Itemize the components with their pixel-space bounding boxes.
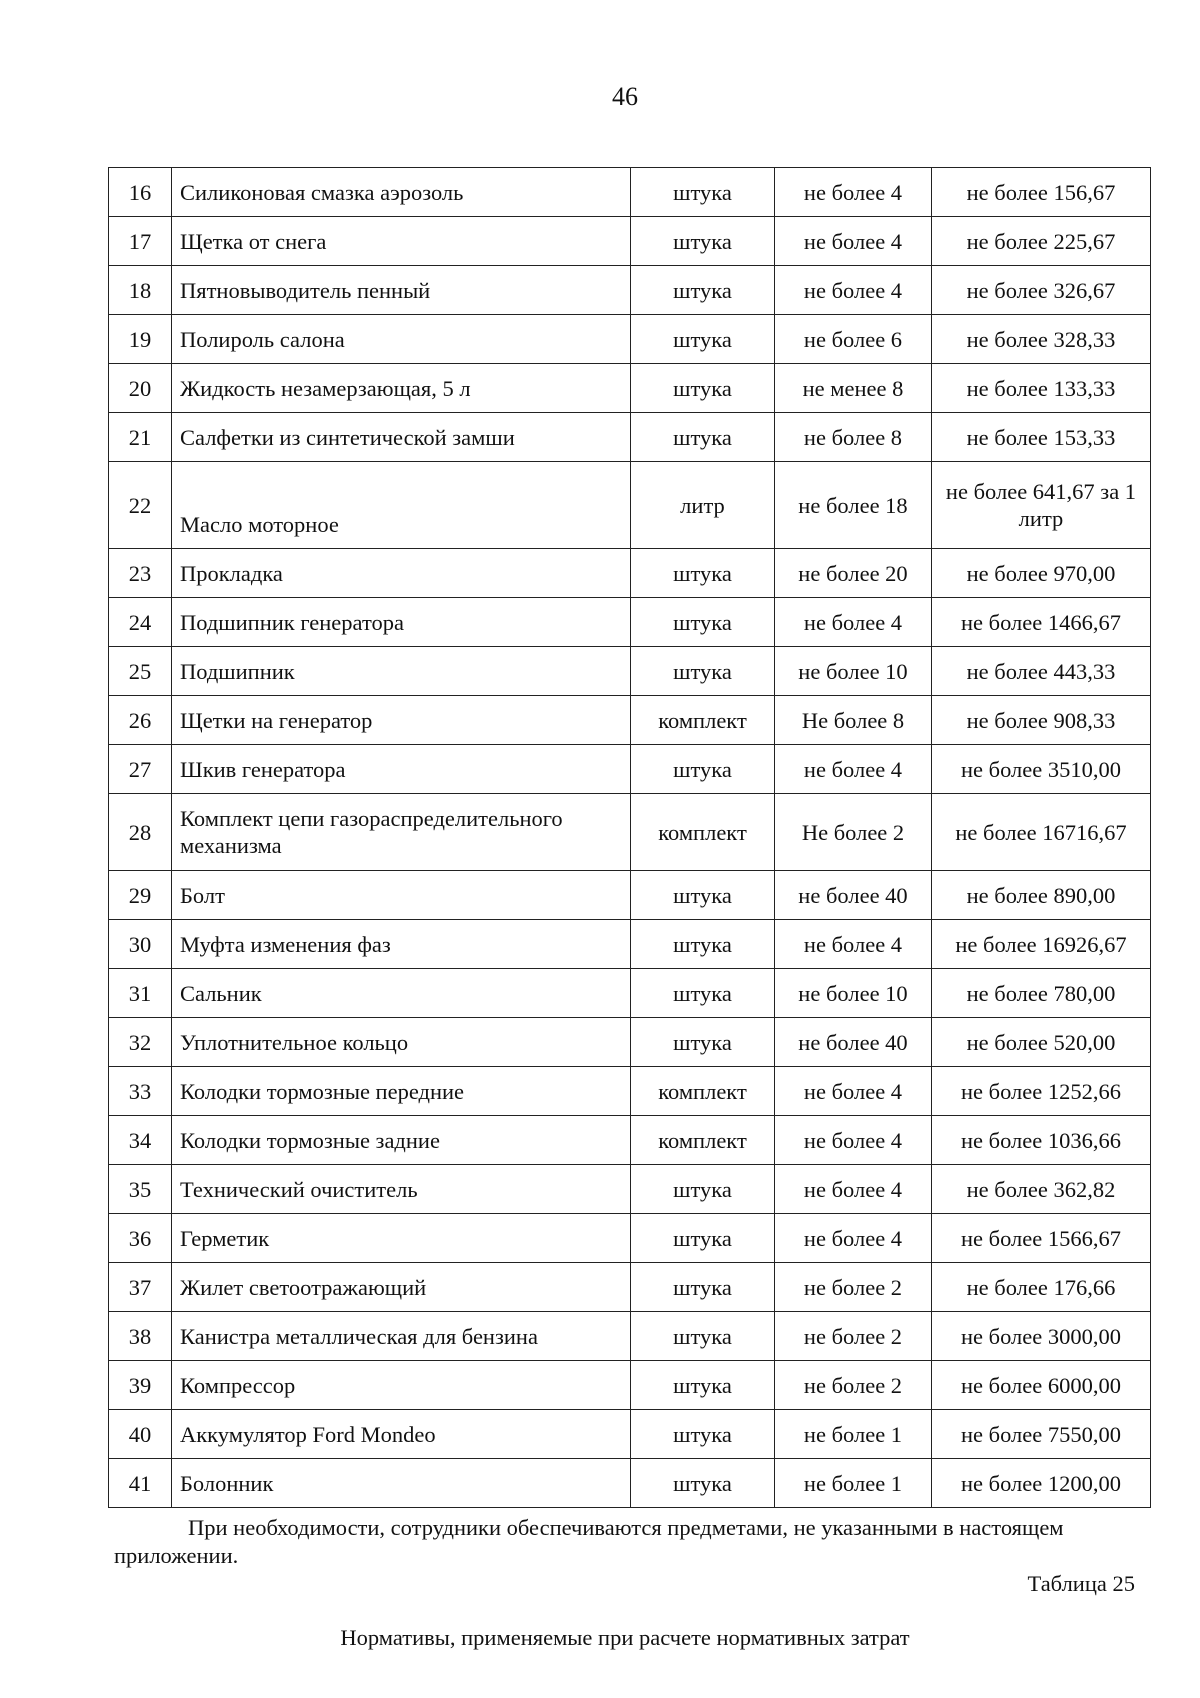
row-number: 40: [109, 1410, 172, 1459]
table-row: [109, 217, 1151, 266]
item-name: Уплотнительное кольцо: [172, 1018, 631, 1067]
table-row: [109, 364, 1151, 413]
item-quantity: не более 40: [775, 871, 932, 920]
item-price: не более 908,33: [932, 696, 1151, 745]
table-row: [109, 168, 1151, 217]
row-number: 31: [109, 969, 172, 1018]
item-unit: комплект: [631, 794, 775, 871]
table-row: [109, 871, 1151, 920]
items-table: [108, 167, 1151, 1508]
item-quantity: не более 4: [775, 266, 932, 315]
table-row: [109, 1410, 1151, 1459]
row-number: 30: [109, 920, 172, 969]
row-number: 38: [109, 1312, 172, 1361]
item-price: не более 1466,67: [932, 598, 1151, 647]
row-number: 16: [109, 168, 172, 217]
item-price: не более 133,33: [932, 364, 1151, 413]
row-number: 19: [109, 315, 172, 364]
item-quantity: не более 10: [775, 969, 932, 1018]
table-row: [109, 462, 1151, 549]
table-row: [109, 969, 1151, 1018]
row-number: 27: [109, 745, 172, 794]
item-quantity: не более 10: [775, 647, 932, 696]
item-name: Подшипник: [172, 647, 631, 696]
item-unit: штука: [631, 364, 775, 413]
table-row: [109, 745, 1151, 794]
item-quantity: не более 4: [775, 1067, 932, 1116]
item-name: Шкив генератора: [172, 745, 631, 794]
item-unit: штука: [631, 745, 775, 794]
item-price: не более 176,66: [932, 1263, 1151, 1312]
row-number: 20: [109, 364, 172, 413]
row-number: 33: [109, 1067, 172, 1116]
item-unit: штука: [631, 1361, 775, 1410]
item-name: Масло моторное: [172, 462, 631, 549]
item-unit: штука: [631, 647, 775, 696]
item-quantity: не менее 8: [775, 364, 932, 413]
table-row: [109, 794, 1151, 871]
row-number: 28: [109, 794, 172, 871]
item-unit: литр: [631, 462, 775, 549]
row-number: 25: [109, 647, 172, 696]
item-price: не более 1252,66: [932, 1067, 1151, 1116]
item-unit: штука: [631, 168, 775, 217]
row-number: 37: [109, 1263, 172, 1312]
item-quantity: Не более 2: [775, 794, 932, 871]
item-price: не более 970,00: [932, 549, 1151, 598]
item-quantity: не более 4: [775, 1165, 932, 1214]
row-number: 26: [109, 696, 172, 745]
item-name: Жилет светоотражающий: [172, 1263, 631, 1312]
item-quantity: не более 40: [775, 1018, 932, 1067]
footnote-text: При необходимости, сотрудники обеспечиваются предметами, не указанными в настоящем приложении.: [114, 1515, 1064, 1568]
item-unit: штука: [631, 1018, 775, 1067]
item-quantity: не более 1: [775, 1410, 932, 1459]
table-label: Таблица 25: [1027, 1571, 1135, 1596]
item-price: не более 6000,00: [932, 1361, 1151, 1410]
table-row: [109, 549, 1151, 598]
item-name: Технический очиститель: [172, 1165, 631, 1214]
table-row: [109, 1018, 1151, 1067]
row-number: 23: [109, 549, 172, 598]
item-quantity: не более 4: [775, 1116, 932, 1165]
item-name: Болт: [172, 871, 631, 920]
item-unit: штука: [631, 1263, 775, 1312]
item-name: Подшипник генератора: [172, 598, 631, 647]
item-price: не более 153,33: [932, 413, 1151, 462]
item-quantity: не более 4: [775, 217, 932, 266]
item-quantity: не более 1: [775, 1459, 932, 1508]
item-unit: штука: [631, 598, 775, 647]
item-price: не более 443,33: [932, 647, 1151, 696]
row-number: 39: [109, 1361, 172, 1410]
table-row: [109, 1214, 1151, 1263]
item-unit: штука: [631, 1214, 775, 1263]
item-price: не более 520,00: [932, 1018, 1151, 1067]
item-quantity: не более 4: [775, 1214, 932, 1263]
row-number: 41: [109, 1459, 172, 1508]
item-unit: штука: [631, 871, 775, 920]
item-name: Колодки тормозные передние: [172, 1067, 631, 1116]
item-quantity: не более 2: [775, 1361, 932, 1410]
item-name: Силиконовая смазка аэрозоль: [172, 168, 631, 217]
item-name: Компрессор: [172, 1361, 631, 1410]
item-price: не более 16926,67: [932, 920, 1151, 969]
item-price: не более 641,67 за 1 литр: [932, 462, 1151, 549]
item-name: Пятновыводитель пенный: [172, 266, 631, 315]
item-quantity: не более 18: [775, 462, 932, 549]
item-name: Салфетки из синтетической замши: [172, 413, 631, 462]
table-row: [109, 1067, 1151, 1116]
item-price: не более 362,82: [932, 1165, 1151, 1214]
item-price: не более 16716,67: [932, 794, 1151, 871]
item-quantity: не более 6: [775, 315, 932, 364]
item-unit: комплект: [631, 1067, 775, 1116]
table-row: [109, 1165, 1151, 1214]
table-row: [109, 598, 1151, 647]
item-name: Комплект цепи газораспределительного механизма: [172, 794, 631, 871]
row-number: 34: [109, 1116, 172, 1165]
table-row: [109, 696, 1151, 745]
item-unit: штука: [631, 1410, 775, 1459]
item-quantity: не более 8: [775, 413, 932, 462]
item-name: Жидкость незамерзающая, 5 л: [172, 364, 631, 413]
row-number: 29: [109, 871, 172, 920]
item-name: Щетка от снега: [172, 217, 631, 266]
item-name: Щетки на генератор: [172, 696, 631, 745]
item-name: Аккумулятор Ford Mondeo: [172, 1410, 631, 1459]
item-unit: штука: [631, 549, 775, 598]
item-price: не более 326,67: [932, 266, 1151, 315]
table-row: [109, 1312, 1151, 1361]
item-price: не более 1566,67: [932, 1214, 1151, 1263]
row-number: 21: [109, 413, 172, 462]
row-number: 17: [109, 217, 172, 266]
row-number: 24: [109, 598, 172, 647]
item-price: не более 780,00: [932, 969, 1151, 1018]
item-name: Колодки тормозные задние: [172, 1116, 631, 1165]
item-unit: комплект: [631, 696, 775, 745]
item-price: не более 225,67: [932, 217, 1151, 266]
table-row: [109, 266, 1151, 315]
item-unit: штука: [631, 413, 775, 462]
item-unit: штука: [631, 315, 775, 364]
item-quantity: не более 20: [775, 549, 932, 598]
table-row: [109, 1116, 1151, 1165]
item-quantity: Не более 8: [775, 696, 932, 745]
item-price: не более 1200,00: [932, 1459, 1151, 1508]
row-number: 35: [109, 1165, 172, 1214]
table-row: [109, 1361, 1151, 1410]
item-unit: штука: [631, 1459, 775, 1508]
table-title: Нормативы, применяемые при расчете нормативных затрат: [340, 1625, 910, 1650]
item-name: Герметик: [172, 1214, 631, 1263]
item-quantity: не более 4: [775, 598, 932, 647]
item-price: не более 328,33: [932, 315, 1151, 364]
item-quantity: не более 2: [775, 1263, 932, 1312]
table-row: [109, 1459, 1151, 1508]
item-name: Сальник: [172, 969, 631, 1018]
table-row: [109, 920, 1151, 969]
item-name: Прокладка: [172, 549, 631, 598]
item-price: не более 1036,66: [932, 1116, 1151, 1165]
item-name: Канистра металлическая для бензина: [172, 1312, 631, 1361]
item-price: не более 7550,00: [932, 1410, 1151, 1459]
item-price: не более 3510,00: [932, 745, 1151, 794]
item-quantity: не более 4: [775, 745, 932, 794]
row-number: 18: [109, 266, 172, 315]
table-row: [109, 413, 1151, 462]
item-name: Полироль салона: [172, 315, 631, 364]
item-price: не более 156,67: [932, 168, 1151, 217]
item-quantity: не более 2: [775, 1312, 932, 1361]
table-row: [109, 1263, 1151, 1312]
item-quantity: не более 4: [775, 168, 932, 217]
table-row: [109, 647, 1151, 696]
item-unit: штука: [631, 1312, 775, 1361]
item-price: не более 3000,00: [932, 1312, 1151, 1361]
item-unit: штука: [631, 920, 775, 969]
item-unit: штука: [631, 266, 775, 315]
item-name: Муфта изменения фаз: [172, 920, 631, 969]
table-row: [109, 315, 1151, 364]
item-name: Болонник: [172, 1459, 631, 1508]
item-unit: комплект: [631, 1116, 775, 1165]
item-quantity: не более 4: [775, 920, 932, 969]
item-unit: штука: [631, 217, 775, 266]
row-number: 32: [109, 1018, 172, 1067]
page-number: 46: [612, 82, 638, 111]
row-number: 22: [109, 462, 172, 549]
item-price: не более 890,00: [932, 871, 1151, 920]
row-number: 36: [109, 1214, 172, 1263]
item-unit: штука: [631, 1165, 775, 1214]
item-unit: штука: [631, 969, 775, 1018]
